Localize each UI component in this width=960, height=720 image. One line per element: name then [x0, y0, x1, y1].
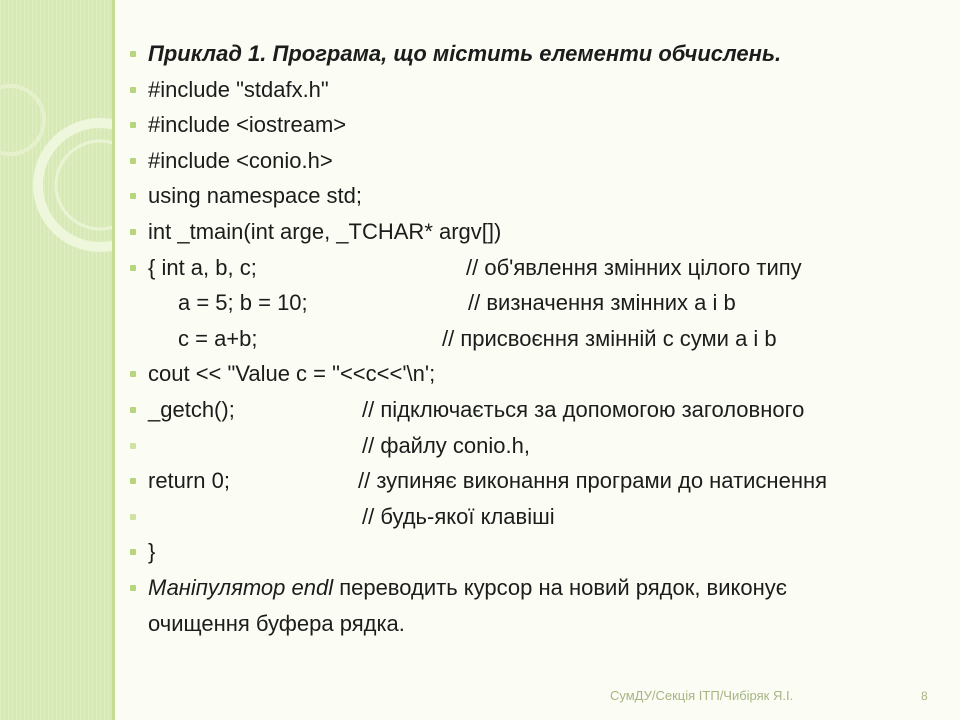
code-text: { int a, b, c; [148, 254, 257, 280]
bullet-icon [130, 87, 136, 93]
bullet-icon [130, 407, 136, 413]
note-text-continued: очищення буфера рядка. [148, 610, 405, 636]
decorative-side-panel [0, 0, 112, 720]
code-text: #include <conio.h> [148, 147, 333, 173]
code-text: cout << "Value c = "<<c<<'\n'; [148, 361, 436, 387]
code-line-include-stdafx [130, 72, 940, 108]
bullet-icon [130, 371, 136, 377]
decor-circle-left [0, 86, 44, 154]
code-line-getch [130, 392, 940, 428]
code-line-return [130, 463, 940, 499]
footer-text: СумДУ/Секція ІТП/Чибіряк Я.І. [610, 688, 794, 703]
bullet-icon [130, 514, 136, 520]
decor-circle-inner [56, 141, 112, 229]
code-line-tmain [130, 214, 940, 250]
side-panel-edge [112, 0, 115, 720]
code-line-include-iostream [130, 107, 940, 143]
bullet-icon [130, 51, 136, 57]
code-comment: // будь-якої клавіші [362, 503, 555, 529]
line-title [130, 36, 940, 72]
code-comment: // підключається за допомогою заголовного [362, 396, 805, 422]
code-comment: // файлу conio.h, [362, 432, 530, 458]
note-line-2 [130, 606, 940, 642]
bullet-icon [130, 549, 136, 555]
slide-content [130, 36, 940, 641]
bullet-icon [130, 193, 136, 199]
code-text: } [148, 539, 156, 565]
bullet-icon [130, 122, 136, 128]
bullet-icon [130, 478, 136, 484]
decorative-circles [0, 0, 112, 720]
bullet-icon [130, 443, 136, 449]
slide-title: Приклад 1. Програма, що містить елементи обчислень. [148, 41, 782, 66]
code-line-comment-conio [130, 428, 940, 464]
code-line-assign-ab [130, 285, 940, 321]
note-text [148, 570, 787, 606]
code-comment: // визначення змінних a і b [468, 290, 736, 316]
bullet-icon [130, 229, 136, 235]
code-comment: // зупиняє виконання програми до натиснення [358, 468, 828, 494]
note-rest: переводить курсор на новий рядок, виконує [333, 574, 788, 600]
code-comment: // присвоєння змінній c суми a і b [442, 325, 777, 351]
note-line-1 [130, 570, 940, 606]
code-text: int _tmain(int arge, _TCHAR* argv[]) [148, 218, 502, 244]
code-line-namespace [130, 178, 940, 214]
code-line-assign-c [130, 321, 940, 357]
bullet-icon [130, 585, 136, 591]
code-text: a = 5; b = 10; [178, 290, 308, 316]
code-text: c = a+b; [178, 325, 258, 351]
code-line-cout [130, 356, 940, 392]
note-italic: Маніпулятор endl [148, 574, 334, 600]
code-line-include-conio [130, 143, 940, 179]
code-line-close-brace [130, 534, 940, 570]
bullet-icon [130, 265, 136, 271]
code-text: #include "stdafx.h" [148, 76, 329, 102]
code-text: _getch(); [148, 396, 235, 422]
code-text: return 0; [148, 468, 230, 494]
code-comment: // об'явлення змінних цілого типу [466, 254, 802, 280]
page-number: 8 [921, 689, 928, 703]
code-text: #include <iostream> [148, 112, 347, 138]
code-line-declare [130, 250, 940, 286]
code-line-comment-key [130, 499, 940, 535]
bullet-icon [130, 158, 136, 164]
code-text: using namespace std; [148, 183, 363, 209]
